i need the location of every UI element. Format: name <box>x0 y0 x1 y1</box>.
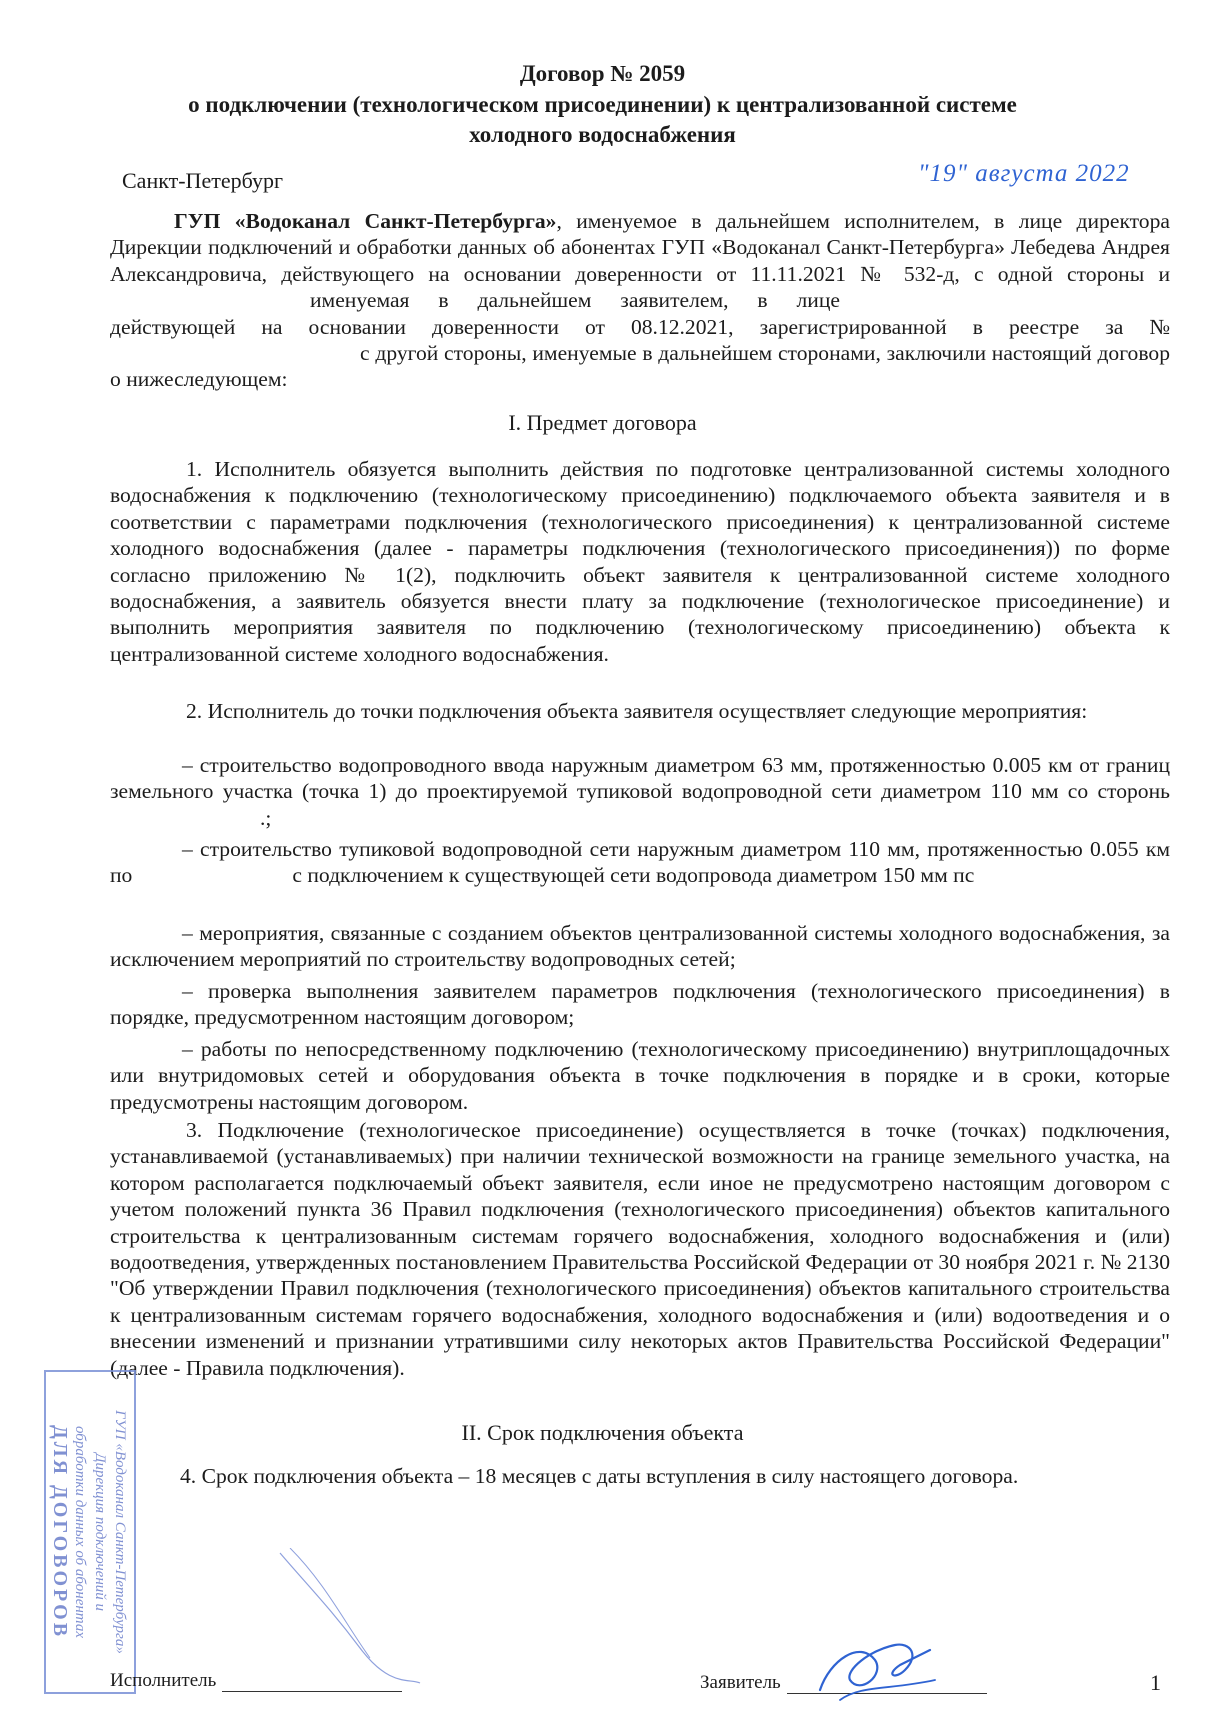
applicant-label: Заявитель <box>700 1672 781 1693</box>
handwritten-signature <box>800 1620 940 1710</box>
preamble-text-2: именуемая в дальнейшем заявителем, в лице <box>310 288 840 313</box>
page-number: 1 <box>1150 1670 1161 1695</box>
section-heading-1: I. Предмет договора <box>508 410 697 435</box>
list-item-bullet-1 <box>110 752 1170 831</box>
stamp-line-3: обработки данных об абонентах <box>72 1426 88 1638</box>
approval-stamp <box>44 1370 136 1694</box>
bullet-1-tail: .; <box>260 805 272 830</box>
list-item-bullet-4: – проверка выполнения заявителем параметров подключения (технологического присоединения) в порядке, предусмотренном настоящим договором; <box>110 979 1170 1030</box>
executor-label: Исполнитель <box>110 1670 217 1691</box>
contract-subtitle-line-2: холодного водоснабжения <box>469 122 736 147</box>
ink-flourish <box>270 1548 430 1688</box>
place-of-signing: Санкт-Петербург <box>122 168 283 193</box>
clause-1: 1. Исполнитель обязуется выполнить действия по подготовке централизованной системы холодного водоснабжения к подключению (технологическому присоединению) подключаемого объекта заявителя и в соответствии с параметрами подключения (технологического присоединения) к централизованной системе холодного водоснабжения (далее - параметры подключения (технологического присоединения)) по форме согласно приложению № 1(2), подключить объект заявителя к централизованной системе холодного водоснабжения, а заявитель обязуется внести плату за подключение (технологическое присоединение) и выполнить мероприятия заявителя по подключению (технологическому присоединению) объекта к централизованной системе холодного водоснабжения. <box>110 457 1170 666</box>
preamble <box>110 208 1170 393</box>
handwritten-date: "19" августа 2022 <box>918 160 1130 187</box>
executor-name: ГУП «Водоканал Санкт-Петербурга» <box>174 209 557 233</box>
bullet-2-tail: с подключением к существующей сети водопровода диаметром 150 мм пс <box>292 863 975 888</box>
stamp-line-4: ДЛЯ ДОГОВОРОВ <box>49 1424 71 1640</box>
bullet-2-text: – строительство тупиковой водопроводной сети наружным диаметром 110 мм, протяженностью 0.055 км по <box>110 837 1170 888</box>
contract-title: Договор № 2059 <box>519 61 686 86</box>
stamp-line-1: ГУП «Водоканал Санкт-Петербурга» <box>112 1410 128 1654</box>
stamp-line-2: Дирекция подключений и <box>92 1452 108 1612</box>
clause-4: 4. Срок подключения объекта – 18 месяцев с даты вступления в силу настоящего договора. <box>180 1464 1019 1488</box>
executor-signature-line <box>110 1670 402 1692</box>
bullet-1-text: – строительство водопроводного ввода наружным диаметром 63 мм, протяженностью 0.005 км от границ земельного участка (точка 1) до проектируемой тупиковой водопроводной сети диаметром 110 мм со сторонь <box>110 753 1170 804</box>
preamble-text-4: с другой стороны, именуемые в дальнейшем сторонами, заключили настоящий договор о нижеследующем: <box>110 341 1170 392</box>
list-item-bullet-2 <box>110 836 1170 889</box>
clause-3: 3. Подключение (технологическое присоединение) осуществляется в точке (точках) подключения, устанавливаемой (устанавливаемых) при наличии технической возможности на границе земельного участка, на котором располагается подключаемый объект заявителя, если иное не предусмотрено настоящим договором с учетом положений пункта 36 Правил подключения (технологического присоединения) объектов капитального строительства к централизованным системам горячего водоснабжения, холодного водоснабжения и (или) водоотведения, утвержденных постановлением Правительства Российской Федерации от 30 ноября 2021 г. № 2130 "Об утверждении Правил подключения (технологического присоединения) объектов капитального строительства к централизованным системам горячего водоснабжения, холодного водоснабжения и (или) водоотведения и о внесении изменений и признании утратившими силу некоторых актов Правительства Российской Федерации" (далее - Правила подключения). <box>110 1118 1170 1380</box>
clause-2: 2. Исполнитель до точки подключения объекта заявителя осуществляет следующие мероприятия: <box>186 699 1088 723</box>
contract-subtitle-line-1: о подключении (технологическом присоединении) к централизованной системе <box>188 92 1017 117</box>
list-item-bullet-5: – работы по непосредственному подключению (технологическому присоединению) внутриплощадочных или внутридомовых сетей и оборудования объекта в точке подключения в порядке и в сроки, которые предусмотрены настоящим договором. <box>110 1037 1170 1114</box>
list-item-bullet-3: – мероприятия, связанные с созданием объектов централизованной системы холодного водоснабжения, за исключением мероприятий по строительству водопроводных сетей; <box>110 921 1170 972</box>
preamble-text-1: , именуемое в дальнейшем исполнителем, в лице директора Дирекции подключений и обработки данных об абонентах ГУП «Водоканал Санкт-Петербурга» Лебедева Андрея Александровича, действующего на основании доверенности от 11.11.2021 № 532-д, с одной стороны и <box>110 209 1170 286</box>
preamble-text-3: действующей на основании доверенности от 08.12.2021, зарегистрированной в реестре за № <box>110 314 1170 339</box>
section-heading-2: II. Срок подключения объекта <box>461 1420 744 1445</box>
